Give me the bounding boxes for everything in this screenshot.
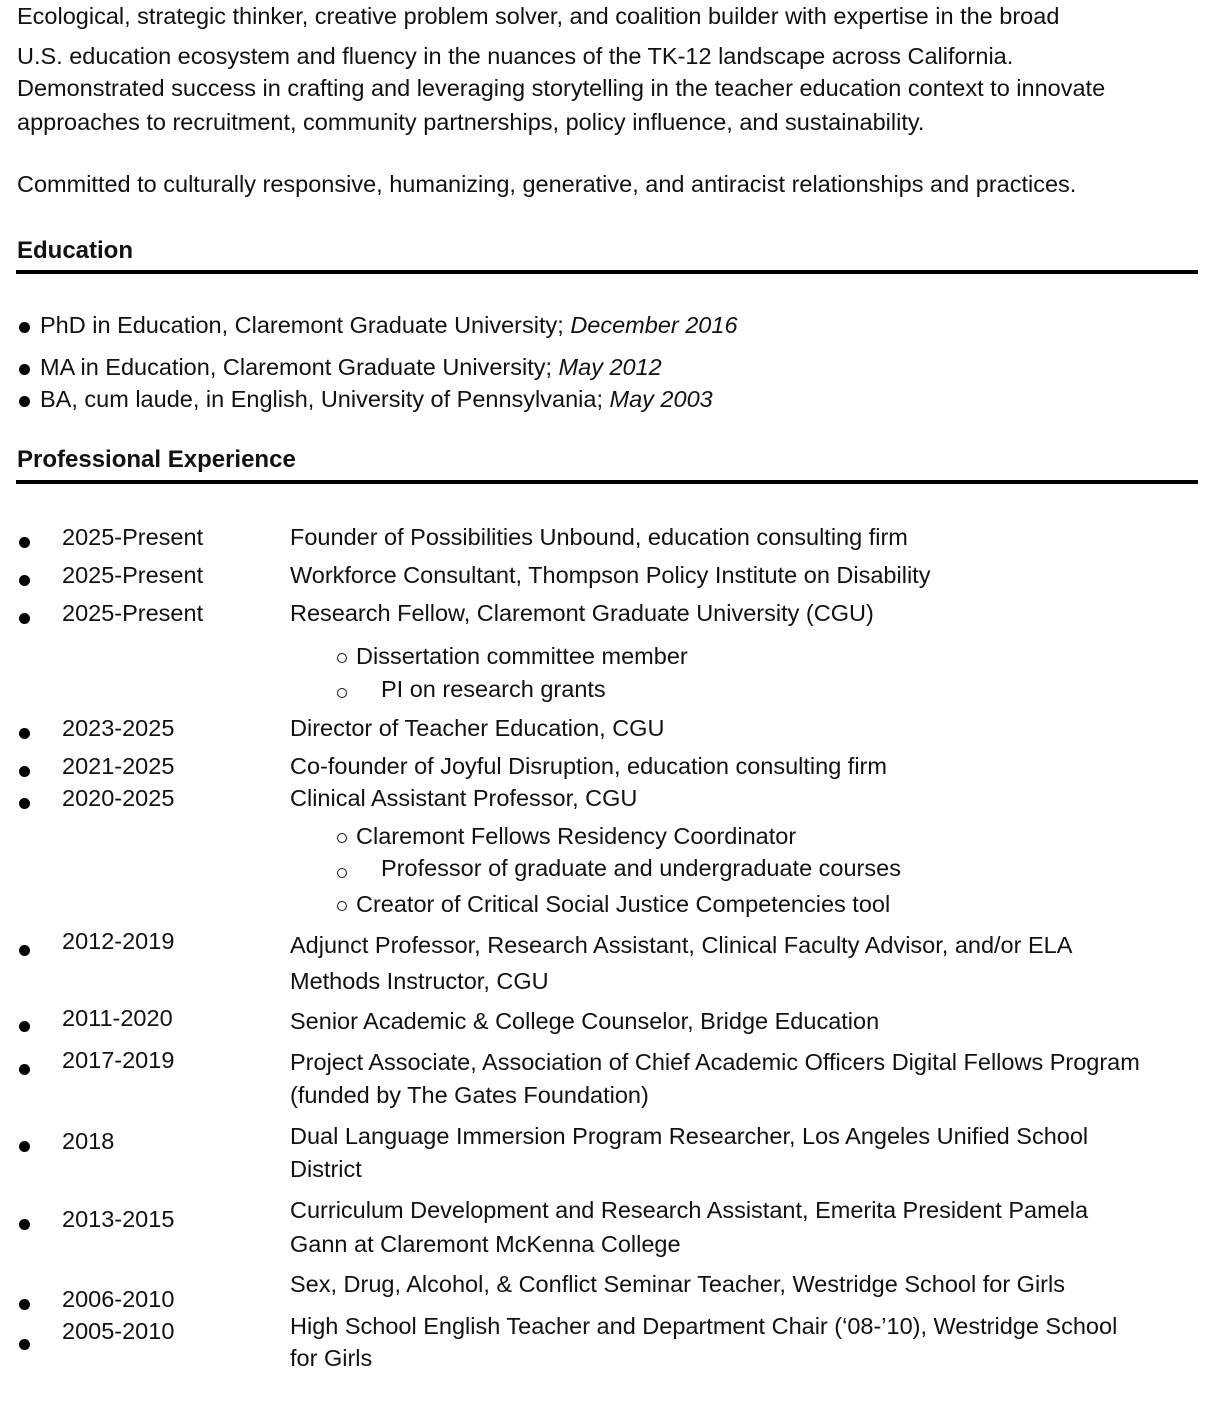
bullet-icon xyxy=(19,728,30,739)
experience-subitem: PI on research grants xyxy=(381,676,606,702)
bullet-icon xyxy=(19,322,30,333)
bullet-icon xyxy=(19,396,30,407)
experience-title-line: Methods Instructor, CGU xyxy=(290,968,549,994)
hollow-bullet-icon xyxy=(337,868,347,878)
bullet-icon xyxy=(19,798,30,809)
bullet-icon xyxy=(19,1141,30,1152)
summary-commitment: Committed to culturally responsive, humanizing, generative, and antiracist relationships and practices. xyxy=(17,171,1077,197)
bullet-icon xyxy=(19,537,30,548)
experience-heading: Professional Experience xyxy=(17,446,296,473)
bullet-icon xyxy=(19,1339,30,1350)
experience-subitem: Creator of Critical Social Justice Competencies tool xyxy=(356,891,891,917)
experience-title-line: Adjunct Professor, Research Assistant, Clinical Faculty Advisor, and/or ELA xyxy=(290,932,1073,958)
experience-subitem: Claremont Fellows Residency Coordinator xyxy=(356,823,797,849)
education-divider xyxy=(16,270,1198,274)
bullet-icon xyxy=(19,1219,30,1230)
experience-subitem: Dissertation committee member xyxy=(356,643,688,669)
experience-title: Director of Teacher Education, CGU xyxy=(290,715,665,741)
experience-title-line: High School English Teacher and Department Chair (‘08-’10), Westridge School xyxy=(290,1313,1118,1339)
bullet-icon xyxy=(19,1064,30,1075)
hollow-bullet-icon xyxy=(337,688,347,698)
experience-date: 2017-2019 xyxy=(62,1047,175,1073)
experience-title-line: Dual Language Immersion Program Researcher, Los Angeles Unified School xyxy=(290,1123,1089,1149)
experience-date: 2005-2010 xyxy=(62,1318,175,1344)
summary-line-1: Ecological, strategic thinker, creative problem solver, and coalition builder with expertise in the broad xyxy=(17,3,1060,29)
bullet-icon xyxy=(19,364,30,375)
experience-date: 2006-2010 xyxy=(62,1286,175,1312)
experience-title: Sex, Drug, Alcohol, & Conflict Seminar Teacher, Westridge School for Girls xyxy=(290,1271,1065,1297)
summary-line-2: U.S. education ecosystem and fluency in the nuances of the TK-12 landscape across California. xyxy=(17,43,1014,69)
experience-title: Senior Academic & College Counselor, Bridge Education xyxy=(290,1008,880,1034)
hollow-bullet-icon xyxy=(337,653,347,663)
experience-date: 2025-Present xyxy=(62,600,204,626)
experience-title-line: Curriculum Development and Research Assistant, Emerita President Pamela xyxy=(290,1197,1089,1223)
bullet-icon xyxy=(19,613,30,624)
experience-date: 2012-2019 xyxy=(62,928,175,954)
bullet-icon xyxy=(19,575,30,586)
experience-title-line: Project Associate, Association of Chief Academic Officers Digital Fellows Program xyxy=(290,1049,1140,1075)
experience-divider xyxy=(16,480,1198,484)
experience-title-line: Gann at Claremont McKenna College xyxy=(290,1231,681,1257)
education-heading: Education xyxy=(17,237,134,264)
education-item: PhD in Education, Claremont Graduate University; December 2016 xyxy=(40,312,738,338)
bullet-icon xyxy=(19,945,30,956)
hollow-bullet-icon xyxy=(337,901,347,911)
experience-date: 2013-2015 xyxy=(62,1206,175,1232)
experience-date: 2021-2025 xyxy=(62,753,175,779)
experience-title: Research Fellow, Claremont Graduate University (CGU) xyxy=(290,600,874,626)
experience-date: 2023-2025 xyxy=(62,715,175,741)
experience-title-line: for Girls xyxy=(290,1345,373,1371)
experience-title-line: (funded by The Gates Foundation) xyxy=(290,1082,649,1108)
experience-date: 2025-Present xyxy=(62,524,204,550)
summary-line-3: Demonstrated success in crafting and leveraging storytelling in the teacher education context to innovate xyxy=(17,75,1106,101)
experience-subitem: Professor of graduate and undergraduate courses xyxy=(381,855,901,881)
experience-date: 2020-2025 xyxy=(62,785,175,811)
education-item: MA in Education, Claremont Graduate University; May 2012 xyxy=(40,354,662,380)
experience-title: Clinical Assistant Professor, CGU xyxy=(290,785,638,811)
experience-title: Workforce Consultant, Thompson Policy Institute on Disability xyxy=(290,562,931,588)
hollow-bullet-icon xyxy=(337,833,347,843)
experience-date: 2018 xyxy=(62,1128,115,1154)
bullet-icon xyxy=(19,1299,30,1310)
experience-date: 2011-2020 xyxy=(62,1005,173,1031)
experience-title: Co-founder of Joyful Disruption, education consulting firm xyxy=(290,753,887,779)
bullet-icon xyxy=(19,766,30,777)
bullet-icon xyxy=(19,1021,30,1032)
experience-title: Founder of Possibilities Unbound, education consulting firm xyxy=(290,524,908,550)
experience-title-line: District xyxy=(290,1156,362,1182)
education-item: BA, cum laude, in English, University of Pennsylvania; May 2003 xyxy=(40,386,713,412)
experience-date: 2025-Present xyxy=(62,562,204,588)
summary-line-4: approaches to recruitment, community partnerships, policy influence, and sustainability. xyxy=(17,109,925,135)
